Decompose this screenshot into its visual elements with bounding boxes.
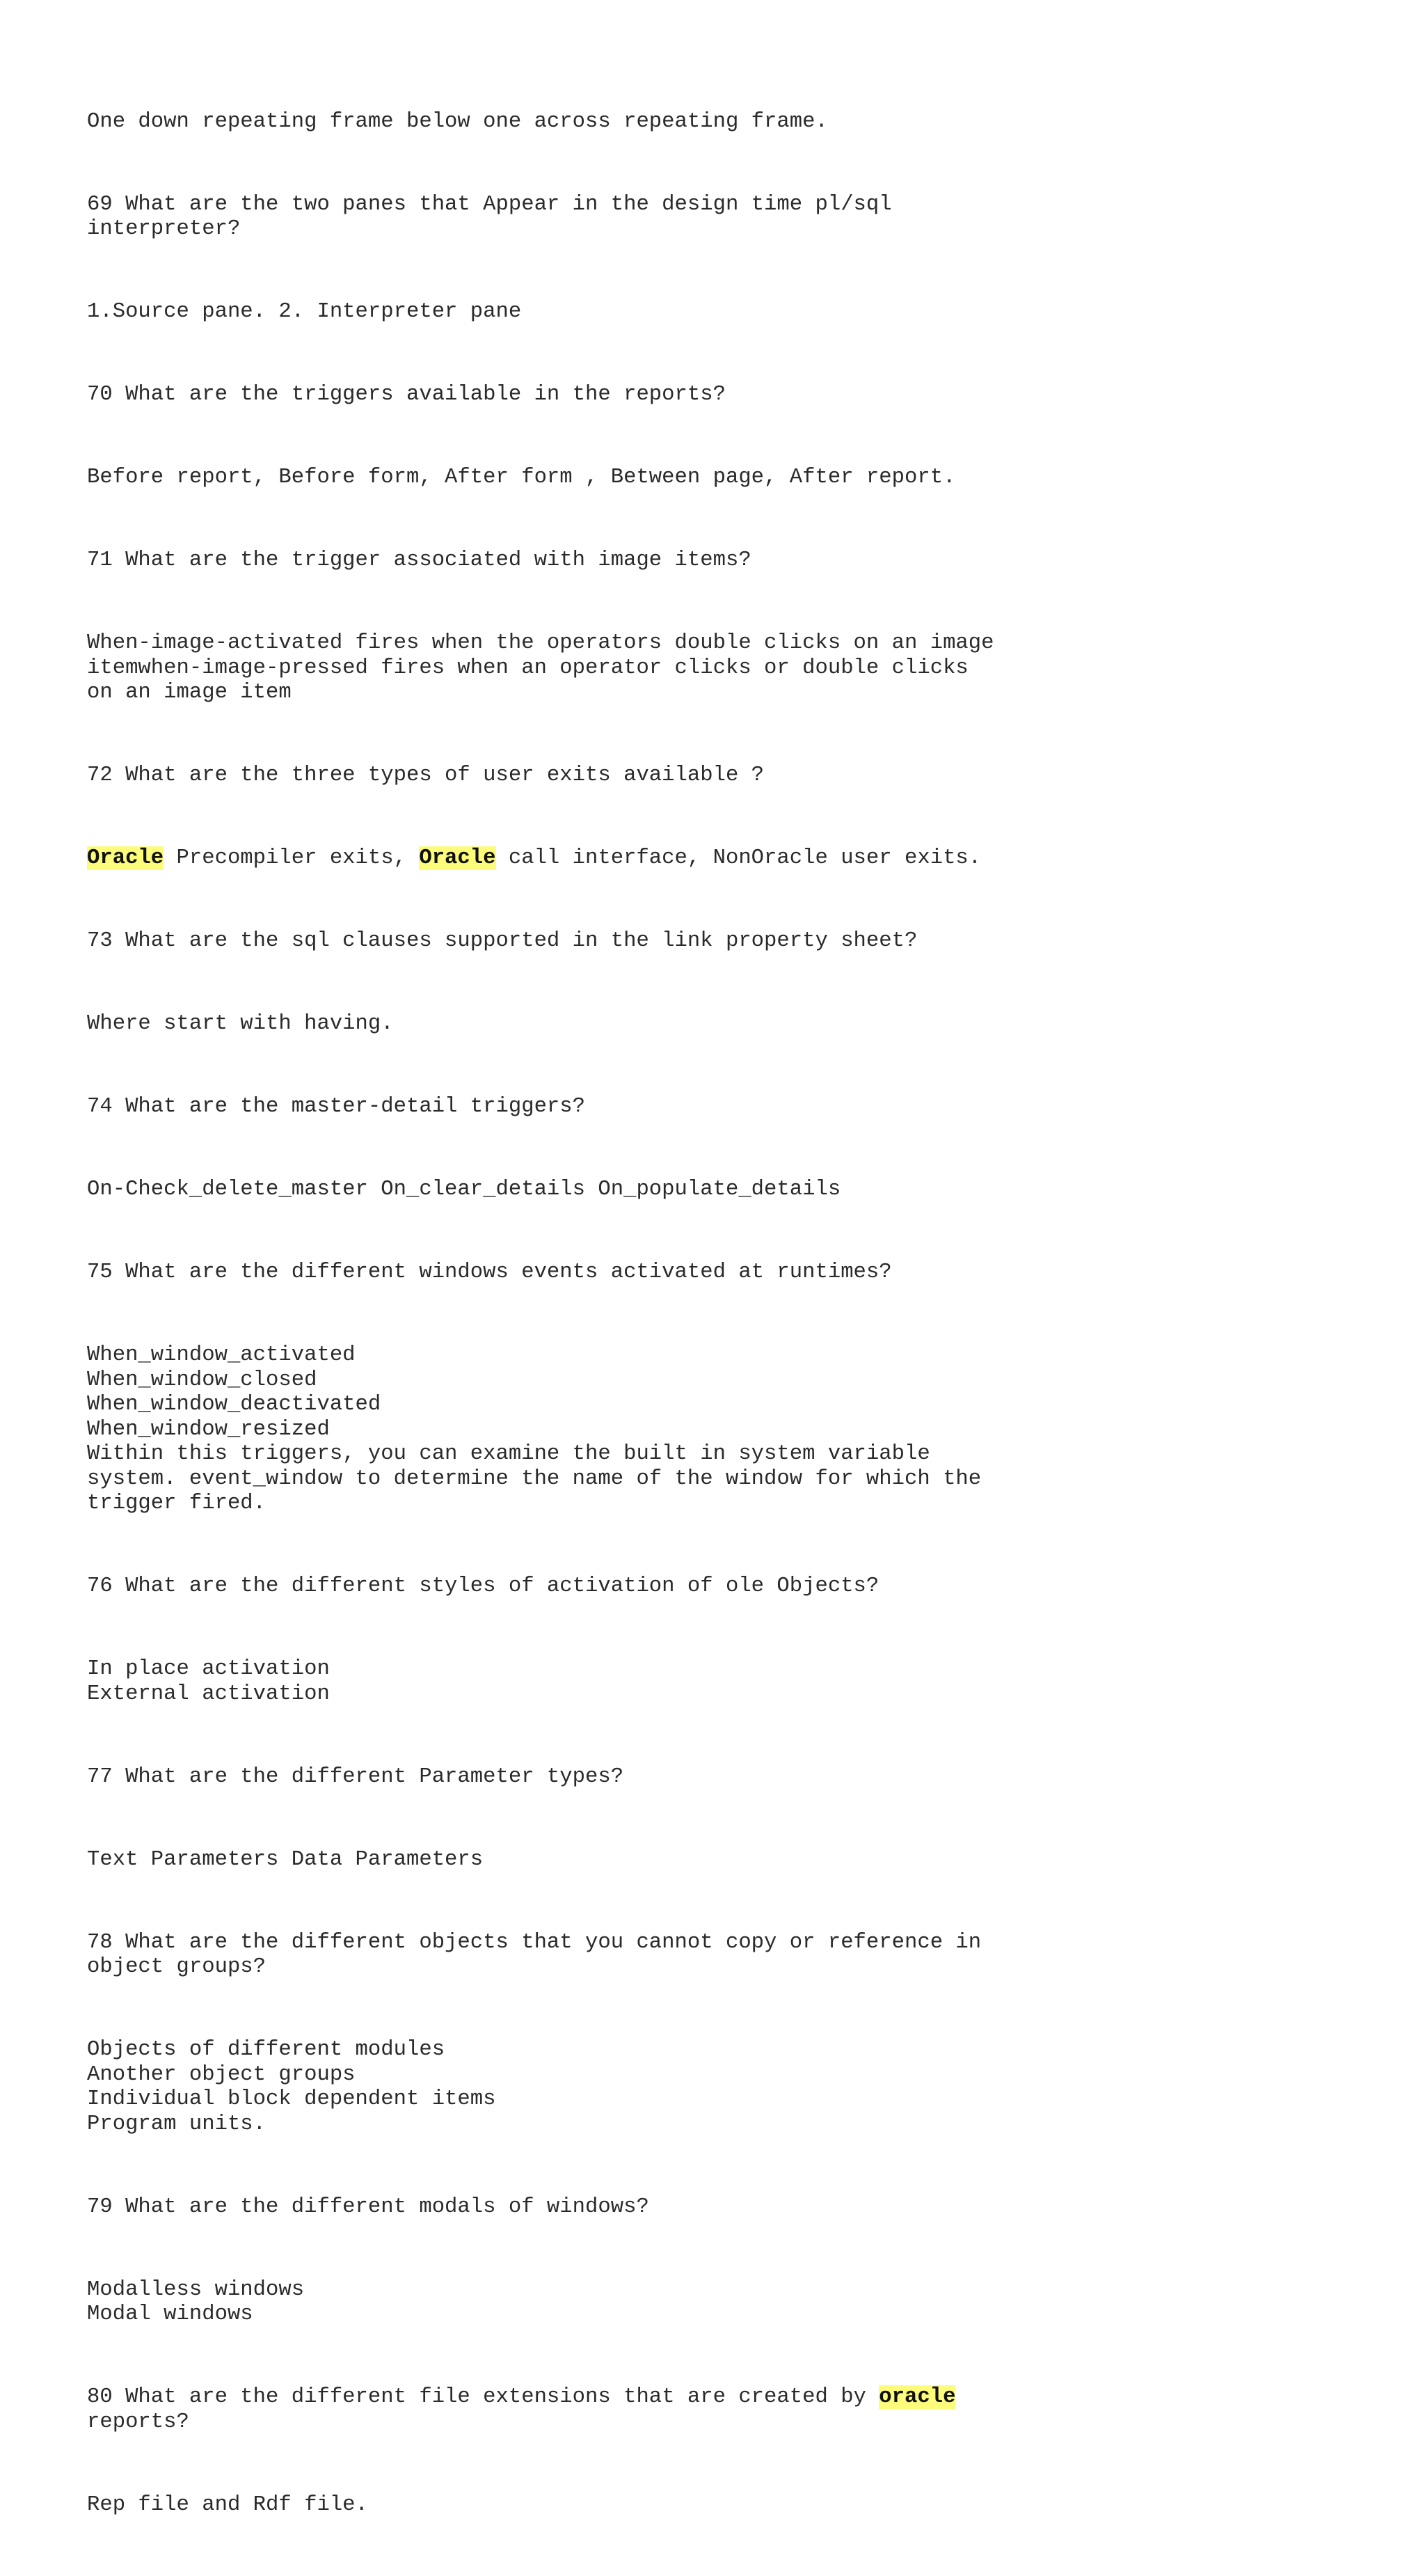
- text-line: 78 What are the different objects that you cannot copy or reference in: [87, 1930, 982, 1954]
- text-line: 69 What are the two panes that Appear in the design time pl/sql: [87, 192, 892, 216]
- answer-73: [87, 1012, 1339, 1037]
- text-line: 70 What are the triggers available in the reports?: [87, 383, 726, 406]
- question-77: [87, 1765, 1339, 1790]
- question-75: [87, 1261, 1339, 1286]
- text-line: Another object groups: [87, 2062, 356, 2087]
- text-line: When_window_activated: [87, 1343, 356, 1367]
- answer-70: [87, 466, 1339, 491]
- text-line: Rep file and Rdf file.: [87, 2492, 368, 2517]
- text-line: Individual block dependent items: [87, 2087, 496, 2111]
- answer-71: [87, 631, 1339, 706]
- answer-76: [87, 1657, 1339, 1707]
- question-78: [87, 1931, 1339, 1980]
- question-74: [87, 1095, 1339, 1120]
- text-line: External activation: [87, 1682, 330, 1706]
- text-line: When-image-activated fires when the operators double clicks on an image: [87, 631, 994, 655]
- text-line: When_window_resized: [87, 1417, 330, 1441]
- answer-79: [87, 2278, 1339, 2328]
- text-line: on an image item: [87, 681, 292, 704]
- answer-72: [87, 846, 1339, 871]
- text-line: In place activation: [87, 1657, 330, 1681]
- question-69: [87, 193, 1339, 242]
- text-line: 75 What are the different windows events activated at runtimes?: [87, 1261, 892, 1284]
- text-line: Modal windows: [87, 2302, 253, 2326]
- answer-77: [87, 1848, 1339, 1873]
- text-line: 73 What are the sql clauses supported in the link property sheet?: [87, 929, 918, 953]
- text-line: On-Check_delete_master On_clear_details On_populate_details: [87, 1178, 841, 1201]
- answer-80: [87, 2493, 1339, 2518]
- text-line: trigger fired.: [87, 1492, 266, 1515]
- text-line: 76 What are the different styles of activation of ole Objects?: [87, 1574, 879, 1598]
- answer-74: [87, 1178, 1339, 1203]
- question-80: [87, 2385, 1339, 2435]
- text-line: Modalless windows: [87, 2277, 305, 2302]
- question-73: [87, 929, 1339, 954]
- question-71: [87, 548, 1339, 574]
- text-line: When_window_closed: [87, 1368, 317, 1392]
- text-line: Text Parameters Data Parameters: [87, 1847, 484, 1872]
- search-highlight: Oracle: [87, 846, 164, 870]
- text-line: system. event_window to determine the name of the window for which the: [87, 1467, 982, 1491]
- text-line: object groups?: [87, 1955, 266, 1979]
- document-page: [87, 85, 1339, 2576]
- search-highlight: oracle: [879, 2385, 956, 2409]
- question-79: [87, 2195, 1339, 2220]
- text-line: When_window_deactivated: [87, 1393, 381, 1416]
- paragraph-repeating-frame: [87, 110, 1339, 135]
- text-line: Before report, Before form, After form , Between page, After report.: [87, 466, 956, 489]
- question-70: [87, 383, 1339, 408]
- answer-78: [87, 2038, 1339, 2137]
- question-72: [87, 764, 1339, 789]
- text-line: 1.Source pane. 2. Interpreter pane: [87, 300, 522, 324]
- text-fragment: call interface, NonOracle user exits.: [495, 846, 982, 870]
- text-line: Within this triggers, you can examine the built in system variable: [87, 1442, 930, 1466]
- text-line: Objects of different modules: [87, 2038, 445, 2062]
- answer-69: [87, 300, 1339, 325]
- text-fragment: 80 What are the different file extensions that are created by: [87, 2385, 879, 2409]
- text-line: 74 What are the master-detail triggers?: [87, 1095, 586, 1119]
- text-line: Where start with having.: [87, 1012, 394, 1036]
- text-line: 71 What are the trigger associated with image items?: [87, 548, 751, 572]
- text-line: 72 What are the three types of user exits available ?: [87, 764, 765, 787]
- text-line: 77 What are the different Parameter types?: [87, 1764, 624, 1789]
- search-highlight: Oracle: [419, 846, 496, 870]
- text-line: interpreter?: [87, 217, 241, 241]
- text-line: reports?: [87, 2410, 189, 2434]
- text-line: 79 What are the different modals of windows?: [87, 2195, 649, 2219]
- text-line: Program units.: [87, 2112, 266, 2136]
- question-76: [87, 1574, 1339, 1599]
- answer-75: [87, 1343, 1339, 1517]
- text-fragment: Precompiler exits,: [164, 846, 420, 870]
- text-line: itemwhen-image-pressed fires when an operator clicks or double clicks: [87, 656, 969, 680]
- text-line: One down repeating frame below one across repeating frame.: [87, 109, 828, 134]
